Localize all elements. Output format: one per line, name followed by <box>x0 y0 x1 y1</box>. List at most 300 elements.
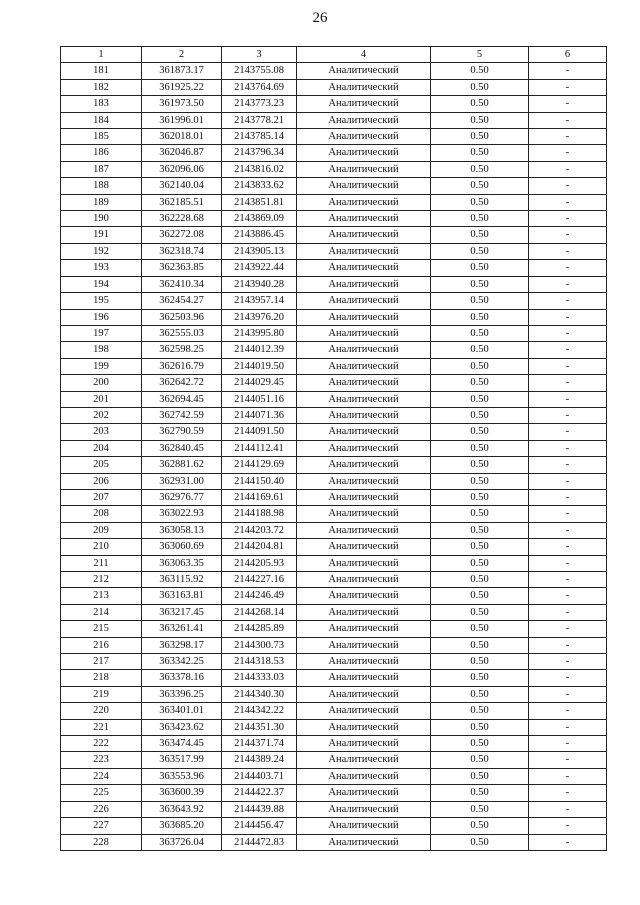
method-cell: Аналитический <box>297 79 431 95</box>
y-coordinate-cell: 2143851.81 <box>222 194 297 210</box>
description-cell: - <box>529 604 607 620</box>
table-row <box>61 489 607 505</box>
point-number-cell: 213 <box>61 588 142 604</box>
table-row <box>61 506 607 522</box>
point-number-cell: 203 <box>61 424 142 440</box>
accuracy-cell: 0.50 <box>431 145 529 161</box>
y-coordinate-cell: 2144071.36 <box>222 407 297 423</box>
accuracy-cell: 0.50 <box>431 440 529 456</box>
description-cell: - <box>529 752 607 768</box>
method-cell: Аналитический <box>297 604 431 620</box>
x-coordinate-cell: 363600.39 <box>142 785 222 801</box>
y-coordinate-cell: 2144351.30 <box>222 719 297 735</box>
table-row <box>61 276 607 292</box>
table-row <box>61 457 607 473</box>
y-coordinate-cell: 2144300.73 <box>222 637 297 653</box>
description-cell: - <box>529 293 607 309</box>
table-row <box>61 129 607 145</box>
method-cell: Аналитический <box>297 801 431 817</box>
x-coordinate-cell: 362555.03 <box>142 325 222 341</box>
x-coordinate-cell: 362363.85 <box>142 260 222 276</box>
x-coordinate-cell: 363063.35 <box>142 555 222 571</box>
method-cell: Аналитический <box>297 129 431 145</box>
accuracy-cell: 0.50 <box>431 112 529 128</box>
method-cell: Аналитический <box>297 703 431 719</box>
y-coordinate-cell: 2143957.14 <box>222 293 297 309</box>
y-coordinate-cell: 2144150.40 <box>222 473 297 489</box>
description-cell: - <box>529 161 607 177</box>
point-number-cell: 190 <box>61 211 142 227</box>
point-number-cell: 204 <box>61 440 142 456</box>
description-cell: - <box>529 621 607 637</box>
x-coordinate-cell: 362018.01 <box>142 129 222 145</box>
table-row <box>61 670 607 686</box>
method-cell: Аналитический <box>297 506 431 522</box>
x-coordinate-cell: 362840.45 <box>142 440 222 456</box>
description-cell: - <box>529 129 607 145</box>
y-coordinate-cell: 2144285.89 <box>222 621 297 637</box>
y-coordinate-cell: 2144169.61 <box>222 489 297 505</box>
y-coordinate-cell: 2143785.14 <box>222 129 297 145</box>
point-number-cell: 228 <box>61 834 142 850</box>
table-row <box>61 293 607 309</box>
method-cell: Аналитический <box>297 342 431 358</box>
method-cell: Аналитический <box>297 424 431 440</box>
column-header-1: 1 <box>61 47 142 63</box>
description-cell: - <box>529 637 607 653</box>
accuracy-cell: 0.50 <box>431 637 529 653</box>
x-coordinate-cell: 362272.08 <box>142 227 222 243</box>
column-header-6: 6 <box>529 47 607 63</box>
x-coordinate-cell: 363553.96 <box>142 768 222 784</box>
x-coordinate-cell: 363396.25 <box>142 686 222 702</box>
table-row <box>61 473 607 489</box>
accuracy-cell: 0.50 <box>431 424 529 440</box>
point-number-cell: 199 <box>61 358 142 374</box>
accuracy-cell: 0.50 <box>431 539 529 555</box>
point-number-cell: 183 <box>61 96 142 112</box>
method-cell: Аналитический <box>297 637 431 653</box>
description-cell: - <box>529 243 607 259</box>
method-cell: Аналитический <box>297 588 431 604</box>
description-cell: - <box>529 178 607 194</box>
table-row <box>61 588 607 604</box>
point-number-cell: 215 <box>61 621 142 637</box>
y-coordinate-cell: 2144019.50 <box>222 358 297 374</box>
accuracy-cell: 0.50 <box>431 768 529 784</box>
description-cell: - <box>529 522 607 538</box>
page-number: 26 <box>312 10 328 26</box>
y-coordinate-cell: 2143995.80 <box>222 325 297 341</box>
y-coordinate-cell: 2144029.45 <box>222 375 297 391</box>
description-cell: - <box>529 358 607 374</box>
table-row <box>61 752 607 768</box>
x-coordinate-cell: 363423.62 <box>142 719 222 735</box>
x-coordinate-cell: 363058.13 <box>142 522 222 538</box>
x-coordinate-cell: 362598.25 <box>142 342 222 358</box>
accuracy-cell: 0.50 <box>431 178 529 194</box>
point-number-cell: 225 <box>61 785 142 801</box>
point-number-cell: 182 <box>61 79 142 95</box>
x-coordinate-cell: 361873.17 <box>142 63 222 79</box>
table-body <box>61 63 607 851</box>
method-cell: Аналитический <box>297 112 431 128</box>
description-cell: - <box>529 768 607 784</box>
y-coordinate-cell: 2144333.03 <box>222 670 297 686</box>
method-cell: Аналитический <box>297 752 431 768</box>
y-coordinate-cell: 2144246.49 <box>222 588 297 604</box>
table-row <box>61 768 607 784</box>
method-cell: Аналитический <box>297 539 431 555</box>
table-row <box>61 703 607 719</box>
method-cell: Аналитический <box>297 325 431 341</box>
x-coordinate-cell: 361996.01 <box>142 112 222 128</box>
point-number-cell: 223 <box>61 752 142 768</box>
accuracy-cell: 0.50 <box>431 703 529 719</box>
x-coordinate-cell: 363643.92 <box>142 801 222 817</box>
accuracy-cell: 0.50 <box>431 555 529 571</box>
point-number-cell: 219 <box>61 686 142 702</box>
point-number-cell: 186 <box>61 145 142 161</box>
x-coordinate-cell: 362642.72 <box>142 375 222 391</box>
method-cell: Аналитический <box>297 407 431 423</box>
method-cell: Аналитический <box>297 63 431 79</box>
point-number-cell: 212 <box>61 572 142 588</box>
table-row <box>61 391 607 407</box>
table-row <box>61 325 607 341</box>
y-coordinate-cell: 2143976.20 <box>222 309 297 325</box>
accuracy-cell: 0.50 <box>431 621 529 637</box>
x-coordinate-cell: 363163.81 <box>142 588 222 604</box>
method-cell: Аналитический <box>297 96 431 112</box>
table-row <box>61 637 607 653</box>
x-coordinate-cell: 362881.62 <box>142 457 222 473</box>
column-header-3: 3 <box>222 47 297 63</box>
x-coordinate-cell: 363217.45 <box>142 604 222 620</box>
method-cell: Аналитический <box>297 654 431 670</box>
point-number-cell: 220 <box>61 703 142 719</box>
x-coordinate-cell: 362694.45 <box>142 391 222 407</box>
y-coordinate-cell: 2144203.72 <box>222 522 297 538</box>
accuracy-cell: 0.50 <box>431 309 529 325</box>
method-cell: Аналитический <box>297 440 431 456</box>
x-coordinate-cell: 363726.04 <box>142 834 222 850</box>
y-coordinate-cell: 2144340.30 <box>222 686 297 702</box>
accuracy-cell: 0.50 <box>431 211 529 227</box>
y-coordinate-cell: 2144268.14 <box>222 604 297 620</box>
table-row <box>61 375 607 391</box>
table-row <box>61 719 607 735</box>
method-cell: Аналитический <box>297 457 431 473</box>
y-coordinate-cell: 2144129.69 <box>222 457 297 473</box>
description-cell: - <box>529 506 607 522</box>
accuracy-cell: 0.50 <box>431 129 529 145</box>
table-row <box>61 818 607 834</box>
y-coordinate-cell: 2144012.39 <box>222 342 297 358</box>
table-row <box>61 736 607 752</box>
description-cell: - <box>529 473 607 489</box>
description-cell: - <box>529 457 607 473</box>
table-row <box>61 342 607 358</box>
table-row <box>61 555 607 571</box>
point-number-cell: 205 <box>61 457 142 473</box>
point-number-cell: 227 <box>61 818 142 834</box>
point-number-cell: 211 <box>61 555 142 571</box>
description-cell: - <box>529 834 607 850</box>
method-cell: Аналитический <box>297 276 431 292</box>
y-coordinate-cell: 2143940.28 <box>222 276 297 292</box>
y-coordinate-cell: 2143922.44 <box>222 260 297 276</box>
accuracy-cell: 0.50 <box>431 325 529 341</box>
description-cell: - <box>529 719 607 735</box>
x-coordinate-cell: 363401.01 <box>142 703 222 719</box>
column-header-2: 2 <box>142 47 222 63</box>
description-cell: - <box>529 407 607 423</box>
method-cell: Аналитический <box>297 227 431 243</box>
x-coordinate-cell: 362046.87 <box>142 145 222 161</box>
y-coordinate-cell: 2144204.81 <box>222 539 297 555</box>
description-cell: - <box>529 670 607 686</box>
method-cell: Аналитический <box>297 522 431 538</box>
description-cell: - <box>529 375 607 391</box>
description-cell: - <box>529 211 607 227</box>
accuracy-cell: 0.50 <box>431 604 529 620</box>
y-coordinate-cell: 2144227.16 <box>222 572 297 588</box>
x-coordinate-cell: 361925.22 <box>142 79 222 95</box>
table-row <box>61 522 607 538</box>
x-coordinate-cell: 363022.93 <box>142 506 222 522</box>
table-row <box>61 96 607 112</box>
method-cell: Аналитический <box>297 194 431 210</box>
point-number-cell: 216 <box>61 637 142 653</box>
method-cell: Аналитический <box>297 260 431 276</box>
description-cell: - <box>529 63 607 79</box>
description-cell: - <box>529 96 607 112</box>
x-coordinate-cell: 363378.16 <box>142 670 222 686</box>
x-coordinate-cell: 362790.59 <box>142 424 222 440</box>
point-number-cell: 224 <box>61 768 142 784</box>
description-cell: - <box>529 572 607 588</box>
point-number-cell: 206 <box>61 473 142 489</box>
x-coordinate-cell: 362503.96 <box>142 309 222 325</box>
accuracy-cell: 0.50 <box>431 785 529 801</box>
description-cell: - <box>529 309 607 325</box>
y-coordinate-cell: 2143778.21 <box>222 112 297 128</box>
y-coordinate-cell: 2143764.69 <box>222 79 297 95</box>
point-number-cell: 221 <box>61 719 142 735</box>
point-number-cell: 193 <box>61 260 142 276</box>
x-coordinate-cell: 363685.20 <box>142 818 222 834</box>
point-number-cell: 201 <box>61 391 142 407</box>
accuracy-cell: 0.50 <box>431 686 529 702</box>
method-cell: Аналитический <box>297 768 431 784</box>
description-cell: - <box>529 79 607 95</box>
point-number-cell: 194 <box>61 276 142 292</box>
table-row <box>61 358 607 374</box>
point-number-cell: 185 <box>61 129 142 145</box>
y-coordinate-cell: 2143833.62 <box>222 178 297 194</box>
accuracy-cell: 0.50 <box>431 588 529 604</box>
x-coordinate-cell: 362454.27 <box>142 293 222 309</box>
point-number-cell: 195 <box>61 293 142 309</box>
table-row <box>61 801 607 817</box>
method-cell: Аналитический <box>297 670 431 686</box>
method-cell: Аналитический <box>297 686 431 702</box>
table-row <box>61 260 607 276</box>
description-cell: - <box>529 489 607 505</box>
accuracy-cell: 0.50 <box>431 276 529 292</box>
table-row <box>61 424 607 440</box>
accuracy-cell: 0.50 <box>431 227 529 243</box>
method-cell: Аналитический <box>297 736 431 752</box>
table-row <box>61 309 607 325</box>
method-cell: Аналитический <box>297 818 431 834</box>
point-number-cell: 189 <box>61 194 142 210</box>
table-row <box>61 79 607 95</box>
accuracy-cell: 0.50 <box>431 719 529 735</box>
description-cell: - <box>529 555 607 571</box>
description-cell: - <box>529 112 607 128</box>
accuracy-cell: 0.50 <box>431 243 529 259</box>
y-coordinate-cell: 2143886.45 <box>222 227 297 243</box>
method-cell: Аналитический <box>297 555 431 571</box>
table-row <box>61 112 607 128</box>
point-number-cell: 218 <box>61 670 142 686</box>
method-cell: Аналитический <box>297 785 431 801</box>
x-coordinate-cell: 362976.77 <box>142 489 222 505</box>
accuracy-cell: 0.50 <box>431 670 529 686</box>
table-row <box>61 539 607 555</box>
description-cell: - <box>529 588 607 604</box>
method-cell: Аналитический <box>297 178 431 194</box>
description-cell: - <box>529 424 607 440</box>
x-coordinate-cell: 362140.04 <box>142 178 222 194</box>
description-cell: - <box>529 785 607 801</box>
y-coordinate-cell: 2144091.50 <box>222 424 297 440</box>
accuracy-cell: 0.50 <box>431 358 529 374</box>
accuracy-cell: 0.50 <box>431 736 529 752</box>
y-coordinate-cell: 2144342.22 <box>222 703 297 719</box>
accuracy-cell: 0.50 <box>431 834 529 850</box>
accuracy-cell: 0.50 <box>431 818 529 834</box>
x-coordinate-cell: 363115.92 <box>142 572 222 588</box>
point-number-cell: 197 <box>61 325 142 341</box>
description-cell: - <box>529 145 607 161</box>
point-number-cell: 202 <box>61 407 142 423</box>
accuracy-cell: 0.50 <box>431 260 529 276</box>
x-coordinate-cell: 363298.17 <box>142 637 222 653</box>
accuracy-cell: 0.50 <box>431 194 529 210</box>
accuracy-cell: 0.50 <box>431 375 529 391</box>
description-cell: - <box>529 440 607 456</box>
method-cell: Аналитический <box>297 375 431 391</box>
method-cell: Аналитический <box>297 391 431 407</box>
table-row <box>61 243 607 259</box>
method-cell: Аналитический <box>297 834 431 850</box>
x-coordinate-cell: 363060.69 <box>142 539 222 555</box>
point-number-cell: 181 <box>61 63 142 79</box>
description-cell: - <box>529 194 607 210</box>
description-cell: - <box>529 703 607 719</box>
point-number-cell: 188 <box>61 178 142 194</box>
method-cell: Аналитический <box>297 489 431 505</box>
accuracy-cell: 0.50 <box>431 293 529 309</box>
description-cell: - <box>529 654 607 670</box>
x-coordinate-cell: 362318.74 <box>142 243 222 259</box>
x-coordinate-cell: 362096.06 <box>142 161 222 177</box>
description-cell: - <box>529 736 607 752</box>
point-number-cell: 198 <box>61 342 142 358</box>
x-coordinate-cell: 362742.59 <box>142 407 222 423</box>
y-coordinate-cell: 2144472.83 <box>222 834 297 850</box>
accuracy-cell: 0.50 <box>431 161 529 177</box>
point-number-cell: 207 <box>61 489 142 505</box>
coordinates-table <box>60 46 607 851</box>
point-number-cell: 210 <box>61 539 142 555</box>
y-coordinate-cell: 2144188.98 <box>222 506 297 522</box>
table-row <box>61 604 607 620</box>
y-coordinate-cell: 2143816.02 <box>222 161 297 177</box>
method-cell: Аналитический <box>297 161 431 177</box>
x-coordinate-cell: 363342.25 <box>142 654 222 670</box>
method-cell: Аналитический <box>297 473 431 489</box>
description-cell: - <box>529 539 607 555</box>
accuracy-cell: 0.50 <box>431 752 529 768</box>
table-row <box>61 161 607 177</box>
method-cell: Аналитический <box>297 145 431 161</box>
table-row <box>61 194 607 210</box>
point-number-cell: 214 <box>61 604 142 620</box>
x-coordinate-cell: 362410.34 <box>142 276 222 292</box>
description-cell: - <box>529 391 607 407</box>
description-cell: - <box>529 260 607 276</box>
y-coordinate-cell: 2144456.47 <box>222 818 297 834</box>
y-coordinate-cell: 2143869.09 <box>222 211 297 227</box>
accuracy-cell: 0.50 <box>431 654 529 670</box>
accuracy-cell: 0.50 <box>431 522 529 538</box>
header-row <box>61 47 607 63</box>
point-number-cell: 191 <box>61 227 142 243</box>
point-number-cell: 187 <box>61 161 142 177</box>
accuracy-cell: 0.50 <box>431 407 529 423</box>
x-coordinate-cell: 362931.00 <box>142 473 222 489</box>
point-number-cell: 208 <box>61 506 142 522</box>
table-row <box>61 572 607 588</box>
column-header-4: 4 <box>297 47 431 63</box>
y-coordinate-cell: 2143905.13 <box>222 243 297 259</box>
method-cell: Аналитический <box>297 358 431 374</box>
table-row <box>61 145 607 161</box>
y-coordinate-cell: 2144439.88 <box>222 801 297 817</box>
method-cell: Аналитический <box>297 572 431 588</box>
x-coordinate-cell: 361973.50 <box>142 96 222 112</box>
accuracy-cell: 0.50 <box>431 489 529 505</box>
description-cell: - <box>529 686 607 702</box>
x-coordinate-cell: 363474.45 <box>142 736 222 752</box>
description-cell: - <box>529 325 607 341</box>
x-coordinate-cell: 363517.99 <box>142 752 222 768</box>
x-coordinate-cell: 363261.41 <box>142 621 222 637</box>
description-cell: - <box>529 227 607 243</box>
table-row <box>61 440 607 456</box>
accuracy-cell: 0.50 <box>431 801 529 817</box>
y-coordinate-cell: 2144389.24 <box>222 752 297 768</box>
accuracy-cell: 0.50 <box>431 96 529 112</box>
point-number-cell: 184 <box>61 112 142 128</box>
table-row <box>61 621 607 637</box>
y-coordinate-cell: 2144051.16 <box>222 391 297 407</box>
accuracy-cell: 0.50 <box>431 391 529 407</box>
